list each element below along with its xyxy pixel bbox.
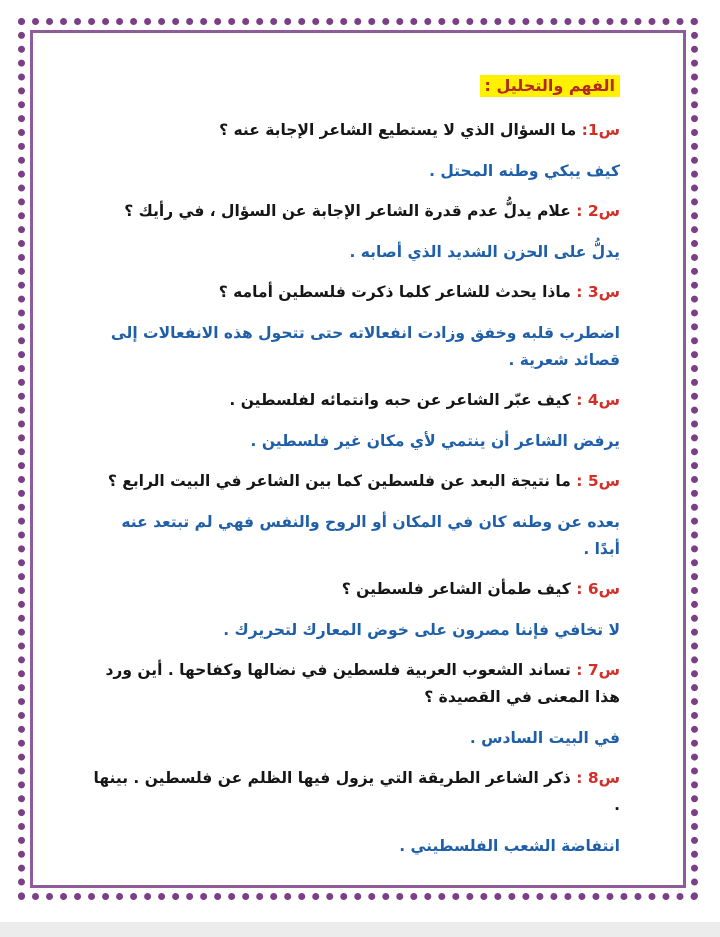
worksheet-content bbox=[92, 62, 620, 860]
question-8 bbox=[92, 765, 620, 819]
question-text: علام يدلُّ عدم قدرة الشاعر الإجابة عن السؤال ، في رأيك ؟ bbox=[124, 202, 571, 220]
question-5 bbox=[92, 468, 620, 495]
answer-7: في البيت السادس . bbox=[469, 729, 620, 747]
question-7 bbox=[92, 657, 620, 711]
bottom-strip bbox=[0, 922, 720, 937]
question-number: س6 : bbox=[576, 580, 620, 598]
question-number: س7 : bbox=[576, 661, 620, 679]
question-1 bbox=[92, 117, 620, 144]
answer-6: لا تخافي فإننا مصرون على خوض المعارك لتحريرك . bbox=[223, 621, 620, 639]
answer-5: بعده عن وطنه كان في المكان أو الروح والنفس فهي لم تبتعد عنه أبدًا . bbox=[121, 513, 620, 558]
heading-row bbox=[92, 62, 620, 104]
question-text: كيف طمأن الشاعر فلسطين ؟ bbox=[341, 580, 571, 598]
answer-2: يدلُّ على الحزن الشديد الذي أصابه . bbox=[349, 243, 620, 261]
question-text: ذكر الشاعر الطريقة التي يزول فيها الظلم عن فلسطين . بينها . bbox=[93, 769, 620, 814]
question-number: س2 : bbox=[576, 202, 620, 220]
question-6 bbox=[92, 576, 620, 603]
answer-3: اضطرب قلبه وخفق وزادت انفعالاته حتى تتحول هذه الانفعالات إلى قصائد شعرية . bbox=[110, 324, 620, 369]
question-number: س5 : bbox=[576, 472, 620, 490]
answer-4: يرفض الشاعر أن ينتمي لأي مكان غير فلسطين . bbox=[250, 432, 620, 450]
question-text: تساند الشعوب العربية فلسطين في نضالها وكفاحها . أين ورد هذا المعنى في القصيدة ؟ bbox=[105, 661, 620, 706]
question-text: ماذا يحدث للشاعر كلما ذكرت فلسطين أمامه ؟ bbox=[218, 283, 571, 301]
question-text: ما السؤال الذي لا يستطيع الشاعر الإجابة عنه ؟ bbox=[219, 121, 577, 139]
question-number: س1: bbox=[581, 121, 620, 139]
question-text: ما نتيجة البعد عن فلسطين كما بين الشاعر في البيت الرابع ؟ bbox=[107, 472, 571, 490]
section-heading: الفهم والتحليل : bbox=[480, 75, 621, 97]
answer-1: كيف يبكي وطنه المحتل . bbox=[429, 162, 620, 180]
question-number: س4 : bbox=[576, 391, 620, 409]
answer-8: انتفاضة الشعب الفلسطيني . bbox=[399, 837, 620, 855]
question-number: س3 : bbox=[576, 283, 620, 301]
question-text: كيف عبّر الشاعر عن حبه وانتمائه لفلسطين . bbox=[229, 391, 571, 409]
question-number: س8 : bbox=[576, 769, 620, 787]
question-2 bbox=[92, 198, 620, 225]
question-4 bbox=[92, 387, 620, 414]
question-3 bbox=[92, 279, 620, 306]
